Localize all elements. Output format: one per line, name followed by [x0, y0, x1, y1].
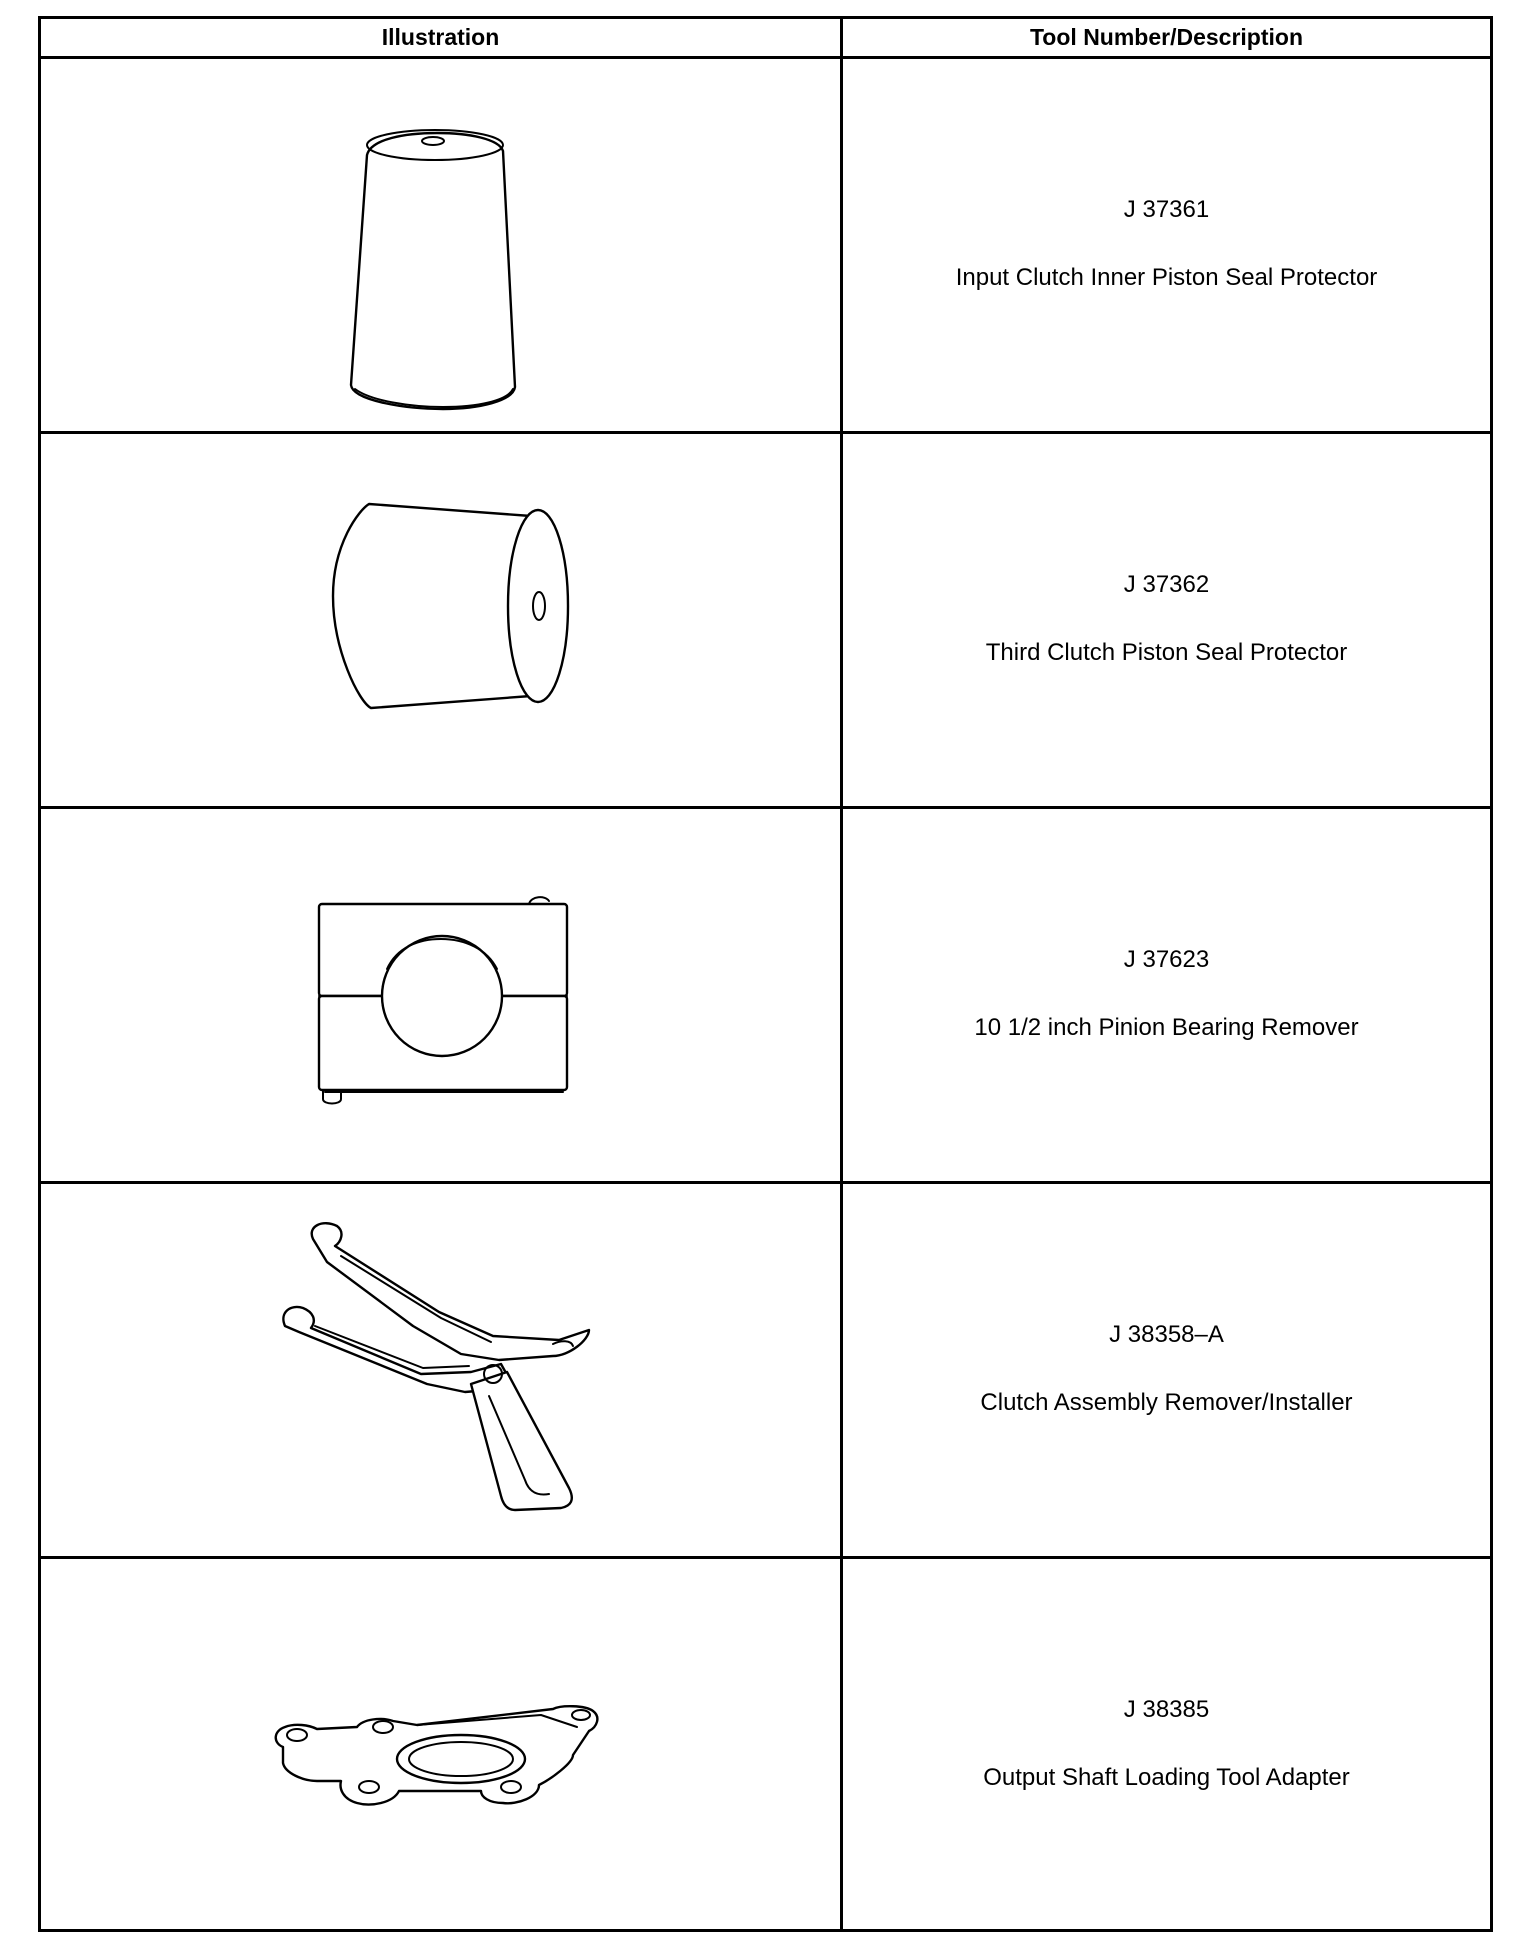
description-cell [843, 1559, 1490, 1931]
tool-number: J 37361 [1123, 196, 1210, 223]
table-row [41, 1559, 1490, 1931]
table-row [41, 434, 1490, 809]
tool-number: J 38358–A [1109, 1321, 1224, 1348]
tool-description: 10 1/2 inch Pinion Bearing Remover [974, 1014, 1359, 1041]
description-cell [843, 434, 1490, 806]
table-row [41, 59, 1490, 434]
illustration-cell [41, 1559, 843, 1931]
illustration-cell [41, 59, 843, 431]
description-cell [843, 1184, 1490, 1556]
description-cell [843, 59, 1490, 431]
illustration-cell [41, 1184, 843, 1556]
illustration-cell [41, 434, 843, 806]
loading-adapter-plate-icon [41, 1559, 840, 1931]
description-cell [843, 809, 1490, 1181]
split-bearing-remover-icon [41, 809, 840, 1181]
header-illustration: Illustration [41, 19, 843, 56]
clutch-remover-installer-icon [41, 1184, 840, 1556]
header-tool-number-description: Tool Number/Description [1029, 24, 1304, 50]
table-row [41, 809, 1490, 1184]
tool-number: J 37623 [1123, 946, 1210, 973]
table-row [41, 1184, 1490, 1559]
table-header [41, 19, 1490, 59]
tool-description: Input Clutch Inner Piston Seal Protector [955, 264, 1378, 291]
tapered-seal-protector-icon [41, 59, 840, 431]
tool-number: J 37362 [1123, 571, 1210, 598]
tool-description: Third Clutch Piston Seal Protector [985, 639, 1348, 666]
tool-description: Clutch Assembly Remover/Installer [980, 1389, 1353, 1416]
tool-description: Output Shaft Loading Tool Adapter [983, 1764, 1350, 1791]
cylindrical-seal-protector-icon [41, 434, 840, 806]
tool-number: J 38385 [1123, 1696, 1210, 1723]
tool-table [38, 16, 1493, 1932]
illustration-cell [41, 809, 843, 1181]
